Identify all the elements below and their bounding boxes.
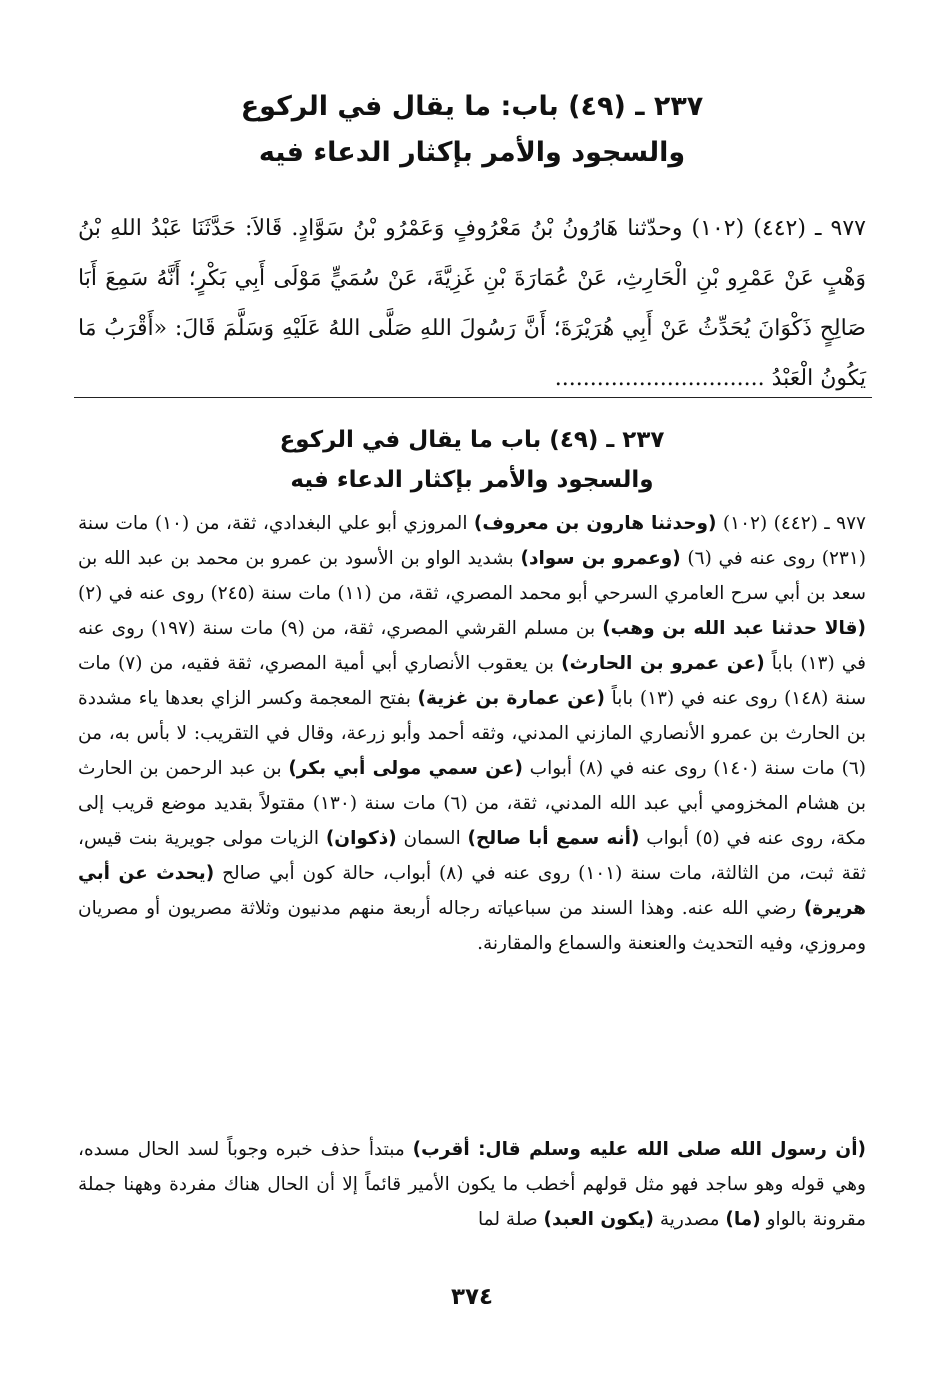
quoted-hadith-phrase: (وعمرو بن سواد) — [520, 548, 681, 569]
commentary-text: رضي الله عنه. وهذا السند من سباعياته رجاله أربعة منهم مدنيون وثلاثة مصريون أو مصريان ومروزي، وفيه التحديث والعنعنة والسماع والمقارنة. — [78, 898, 866, 954]
commentary-text: مصدرية — [653, 1209, 726, 1230]
commentary-text: صلة لما — [478, 1209, 544, 1230]
quoted-hadith-phrase: (أن رسول الله صلى الله عليه وسلم قال: أقرب) — [412, 1139, 866, 1160]
quoted-hadith-phrase: (عن سمي مولى أبي بكر) — [288, 758, 523, 779]
section-divider — [74, 397, 872, 398]
quoted-hadith-phrase: (ما) — [725, 1209, 761, 1230]
commentary-text: بشديد الواو بن الأسود بن عمرو بن محمد بن عبد الله بن سعد بن أبي سرح العامري السرحي أبو محمد المصري، ثقة، من (١١) مات سنة (٢٤٥) روى عنه في (٢) — [78, 548, 867, 604]
quoted-hadith-phrase: (يحدث عن أبي هريرة) — [78, 863, 866, 919]
commentary-text: ٩٧٧ ـ (٤٤٢) (١٠٢) — [716, 513, 866, 534]
commentary-text: بن يعقوب الأنصاري أبي أمية المصري، ثقة فقيه، من (٧) مات سنة (١٤٨) روى عنه في (١٣) باباً — [78, 653, 867, 709]
commentary-text: السمان — [396, 828, 468, 849]
quoted-hadith-phrase: (يكون العبد) — [543, 1209, 654, 1230]
quoted-hadith-phrase: (أنه سمع أبا صالح) — [467, 828, 640, 849]
quoted-hadith-phrase: (قالا حدثنا عبد الله بن وهب) — [602, 618, 867, 639]
commentary-title-line-2: والسجود والأمر بإكثار الدعاء فيه — [290, 467, 654, 493]
hadith-text: ٩٧٧ ـ (٤٤٢) (١٠٢) وحدّثنا هَارُونُ بْنُ مَعْرُوفٍ وَعَمْرُو بْنُ سَوَّادٍ. قَالاَ: حَدَّثَنَا عَبْدُ اللهِ بْنُ وَهْبٍ عَنْ عَمْرِو بْنِ الْحَارِثِ، عَنْ عُمَارَةَ بْنِ غَزِيَّةَ، عَنْ سُمَيٍّ مَوْلَى أَبِي بَكْرٍ؛ أَنَّهُ سَمِعَ أَبَا صَالِحٍ ذَكْوَانَ يُحَدِّثُ عَنْ أَبِي هُرَيْرَةَ؛ أَنَّ رَسُولَ اللهِ صَلَّى اللهُ عَلَيْهِ وَسَلَّمَ قَالَ: «أَقْرَبُ مَا يَكُونُ الْعَبْدُ .............................. — [78, 216, 866, 391]
quoted-hadith-phrase: (ذكوان) — [325, 828, 397, 849]
commentary-paragraph-isnad — [78, 506, 866, 961]
quoted-hadith-phrase: (عن عمارة بن غزية) — [417, 688, 605, 709]
commentary-text: بن مسلم القرشي المصري، ثقة، من (٩) مات سنة (١٩٧) روى عنه في (١٣) باباً — [78, 618, 866, 674]
quoted-hadith-phrase: (وحدثنا هارون بن معروف) — [473, 513, 717, 534]
book-page — [78, 0, 866, 1380]
commentary-title-line-1: ٢٣٧ ـ (٤٩) باب ما يقال في الركوع — [279, 427, 665, 453]
chapter-title-matn — [78, 84, 866, 176]
commentary-text: بفتح المعجمة وكسر الزاي بعدها ياء مشددة بن الحارث بن عمرو الأنصاري المازني المدني، وثقه أحمد وأبو زرعة، وقال في التقريب: لا بأس به، من (٦) مات سنة (١٤٠) روى عنه في (٨) أبواب — [78, 688, 866, 779]
commentary-text: مبتدأ حذف خبره وجوباً لسد الحال مسده، وهي قوله وهو ساجد فهو مثل قولهم أخطب ما يكون الأمير قائماً إلا أن الحال هناك مفردة وههنا جملة مقرونة بالواو — [78, 1139, 866, 1230]
commentary-text: الزيات مولى جويرية بنت قيس، ثقة ثبت، من الثالثة، مات سنة (١٠١) روى عنه في (٨) أبواب، حالة كون أبي صالح — [78, 828, 866, 884]
chapter-title-commentary — [78, 420, 866, 500]
commentary-text: المروزي أبو علي البغدادي، ثقة، من (١٠) مات سنة (٢٣١) روى عنه في (٦) — [78, 513, 866, 569]
commentary-text: بن عبد الرحمن بن الحارث بن هشام المخزومي أبي عبد الله المدني، ثقة، من (٦) مات سنة (١٣٠) مقتولاً بقديد موضع قريب إلى مكة، روى عنه في (٥) أبواب — [78, 758, 866, 849]
quoted-hadith-phrase: (عن عمرو بن الحارث) — [561, 653, 765, 674]
chapter-title-line-2: والسجود والأمر بإكثار الدعاء فيه — [258, 137, 686, 168]
commentary-paragraph-matn — [78, 1132, 866, 1237]
page-number: ٣٧٤ — [450, 1284, 494, 1310]
chapter-title-line-1: ٢٣٧ ـ (٤٩) باب: ما يقال في الركوع — [240, 91, 704, 122]
